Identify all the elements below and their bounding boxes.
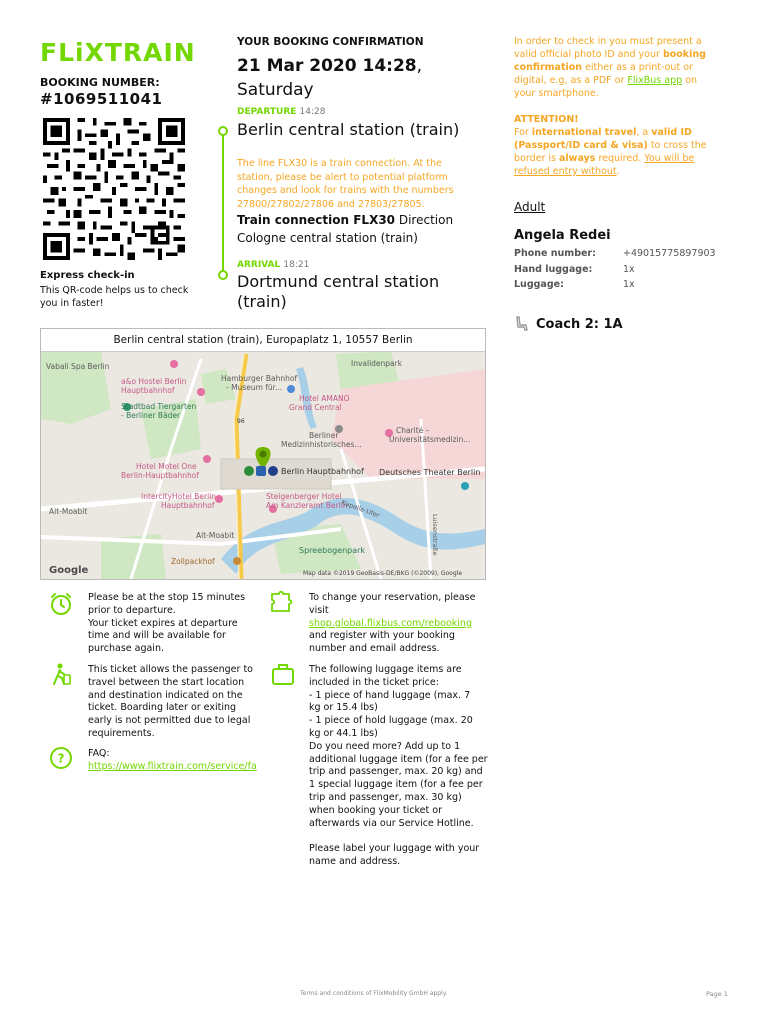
booking-number-value: #1069511041	[40, 90, 163, 108]
flixbus-app-link[interactable]: FlixBus app	[627, 75, 683, 86]
departure-station: Berlin central station (train)	[237, 120, 460, 139]
svg-text:Berlin Hauptbahnhof: Berlin Hauptbahnhof	[281, 467, 364, 476]
checkin-info: In order to check in you must present a valid official photo ID and your booking confirmation either as a print-out or digital, e.g, as a PDF or FlixBus app on your smartphone.	[514, 36, 706, 99]
faq-label: FAQ:	[88, 748, 110, 759]
svg-text:Steigenberger Hotel: Steigenberger Hotel	[266, 492, 342, 501]
connection-direction: Direction Cologne central station (train)	[237, 213, 454, 245]
map-address: Berlin central station (train), Europaplatz 1, 10557 Berlin	[41, 329, 485, 352]
detail-row: Luggage: 1x	[514, 279, 635, 290]
page-number: Page 1	[706, 990, 728, 998]
svg-text:Zollpackhof: Zollpackhof	[171, 557, 215, 566]
svg-text:Kapelle-Ufer: Kapelle-Ufer	[340, 498, 381, 520]
svg-text:Medizinhistorisches...: Medizinhistorisches...	[281, 440, 362, 449]
station-map[interactable]	[40, 328, 486, 580]
rebooking-link[interactable]: shop.global.flixbus.com/rebooking	[309, 617, 472, 629]
coach-seat: Coach 2: 1A	[536, 316, 623, 332]
svg-text:Deutsches Theater Berlin: Deutsches Theater Berlin	[379, 468, 481, 477]
traveler-icon	[48, 662, 74, 688]
route-timeline	[216, 124, 230, 282]
express-checkin-text: This QR-code helps us to check you in faster!	[40, 285, 189, 309]
svg-text:Luisenstraße: Luisenstraße	[431, 514, 439, 556]
coach-info	[514, 316, 623, 332]
arrival-time: 18:21	[283, 260, 310, 270]
svg-text:?: ?	[57, 751, 65, 766]
svg-text:a&o Hostel Berlin: a&o Hostel Berlin	[121, 377, 187, 386]
svg-text:Hotel Motel One: Hotel Motel One	[136, 462, 197, 471]
faq-block	[88, 748, 258, 774]
arrival-station: Dortmund central station (train)	[237, 272, 440, 311]
svg-text:Alt-Moabit: Alt-Moabit	[196, 531, 235, 540]
seat-icon	[514, 316, 528, 332]
svg-text:Universitätsmedizin...: Universitätsmedizin...	[389, 435, 471, 444]
luggage-icon	[270, 661, 296, 687]
svg-text:Hamburger Bahnhof: Hamburger Bahnhof	[221, 374, 298, 383]
faq-icon	[48, 745, 74, 771]
luggage-info-text: The following luggage items are included in the ticket price: - 1 piece of hand luggage (max. 7 kg or 15.4 lbs) - 1 piece of hold luggage (max. 20 kg or 44.1 lbs) Do you need more? Add up to 1 additional luggage item (for a fee per trip and passenger, max. 20 kg) and 1 special luggage item (for a fee per trip and passenger, max. 30 kg) when booking your ticket or afterwards via our Service Hotline. Please label your luggage with your name and address.	[309, 664, 488, 867]
departure-time: 14:28	[299, 107, 326, 117]
svg-text:96: 96	[237, 418, 245, 425]
detail-row: Hand luggage: 1x	[514, 263, 635, 275]
departure-label: DEPARTURE 14:28	[237, 107, 326, 117]
detail-row: Phone number: +49015775897903	[514, 248, 716, 259]
booking-number-label: BOOKING NUMBER:	[40, 76, 160, 89]
svg-text:- Museum für...: - Museum für...	[226, 383, 283, 392]
connection-info	[237, 211, 487, 247]
attention-title: ATTENTION!	[514, 114, 579, 125]
departure-date: 21 Mar 2020 14:28, Saturday	[237, 56, 423, 100]
platform-note: The line FLX30 is a train connection. At the station, please be alert to potential platform changes and look for trains with the numbers 27800/27802/27806 and 27803/27805.	[237, 158, 454, 210]
express-checkin-label: Express check-in	[40, 270, 135, 281]
change-puzzle-icon	[268, 589, 294, 615]
passenger-details	[514, 246, 716, 293]
qr-code-icon	[40, 118, 188, 260]
attention-notice: ATTENTION! For international travel, a valid ID (Passport/ID card & visa) to cross the border is always required. You will be refused entry without.	[514, 114, 707, 177]
svg-text:Grand Central: Grand Central	[289, 403, 342, 412]
stop-info-text: Please be at the stop 15 minutes prior to departure. Your ticket expires at departure time and will be available for purchase again.	[88, 592, 246, 655]
svg-text:Hotel AMANO: Hotel AMANO	[299, 394, 350, 403]
confirmation-title: YOUR BOOKING CONFIRMATION	[237, 36, 424, 48]
svg-text:Hauptbahnhof: Hauptbahnhof	[121, 386, 175, 395]
weekday: Saturday	[237, 80, 314, 100]
svg-text:Am Kanzleramt Berlin: Am Kanzleramt Berlin	[266, 501, 348, 510]
terms-footer: Terms and conditions of FlixMobility GmbH apply.	[300, 990, 448, 997]
flixtrain-logo: FLiXTRAIN	[40, 38, 196, 67]
change-reservation-text: To change your reservation, please visit shop.global.flixbus.com/rebooking and register with your booking number and email address.	[309, 592, 476, 655]
svg-text:Vabali Spa Berlin: Vabali Spa Berlin	[46, 362, 110, 371]
svg-text:Charité –: Charité –	[396, 426, 430, 435]
map-image	[41, 329, 485, 579]
date-time: 21 Mar 2020 14:28	[237, 56, 417, 76]
svg-text:- Berliner Bäder: - Berliner Bäder	[121, 411, 181, 420]
svg-text:Hauptbahnhof: Hauptbahnhof	[161, 501, 215, 510]
arrival-label: ARRIVAL 18:21	[237, 260, 310, 270]
connection-title: Train connection FLX30	[237, 213, 396, 227]
svg-text:IntercityHotel Berlin: IntercityHotel Berlin	[141, 492, 217, 501]
faq-link[interactable]: https://www.flixtrain.com/service/fa	[88, 760, 257, 772]
svg-text:Google: Google	[49, 565, 89, 576]
travel-rules-text: This ticket allows the passenger to travel between the start location and destination indicated on the ticket. Boarding later or exiting early is not permitted due to legal requirements.	[88, 664, 253, 739]
svg-text:Map data ©2019 GeoBasis-DE/BKG: Map data ©2019 GeoBasis-DE/BKG (©2009), Google	[303, 570, 463, 577]
clock-icon	[48, 591, 74, 617]
passenger-type: Adult	[514, 200, 546, 214]
svg-text:Spreebogenpark: Spreebogenpark	[299, 546, 366, 555]
svg-text:Berlin-Hauptbahnhof: Berlin-Hauptbahnhof	[121, 471, 200, 480]
svg-text:Berliner: Berliner	[309, 431, 339, 440]
svg-text:Alt-Moabit: Alt-Moabit	[49, 507, 88, 516]
svg-text:Stadtbad Tiergarten: Stadtbad Tiergarten	[121, 402, 197, 411]
svg-text:Invalidenpark: Invalidenpark	[351, 359, 403, 368]
passenger-name: Angela Redei	[514, 228, 611, 243]
